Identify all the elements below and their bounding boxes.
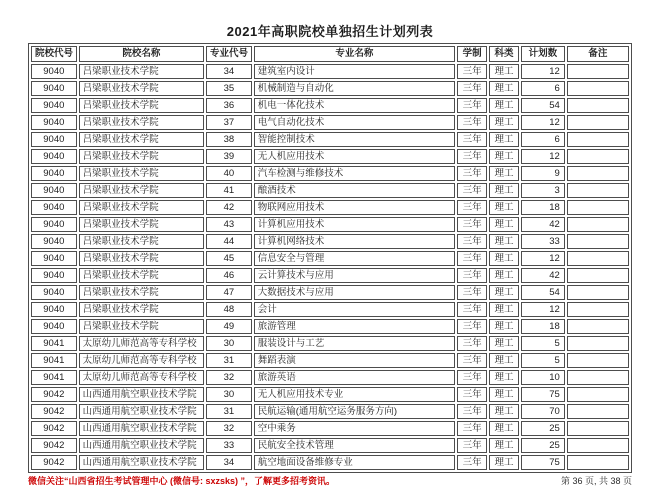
column-header-college-name: 院校名称 xyxy=(79,46,204,62)
cell-category: 理工 xyxy=(489,132,519,147)
cell-remark xyxy=(567,387,629,402)
cell-college-code: 9042 xyxy=(31,421,77,436)
cell-major-name: 旅游管理 xyxy=(254,319,456,334)
cell-category: 理工 xyxy=(489,149,519,164)
cell-duration: 三年 xyxy=(457,98,487,113)
cell-remark xyxy=(567,370,629,385)
wechat-notice-text: 微信关注“山西省招生考试管理中心 (微信号: sxzsks) ”，了解更多招考资讯。 xyxy=(28,476,336,486)
table-row xyxy=(31,217,629,232)
cell-major-name: 汽车检测与维修技术 xyxy=(254,166,456,181)
cell-major-name: 物联网应用技术 xyxy=(254,200,456,215)
cell-category: 理工 xyxy=(489,370,519,385)
cell-major-name: 计算机网络技术 xyxy=(254,234,456,249)
cell-major-code: 46 xyxy=(206,268,252,283)
table-row xyxy=(31,234,629,249)
cell-plan-count: 12 xyxy=(521,115,565,130)
cell-college-code: 9040 xyxy=(31,200,77,215)
cell-remark xyxy=(567,132,629,147)
page-footer xyxy=(28,475,632,487)
cell-duration: 三年 xyxy=(457,336,487,351)
table-row xyxy=(31,64,629,79)
cell-major-code: 32 xyxy=(206,421,252,436)
cell-major-code: 34 xyxy=(206,455,252,470)
cell-remark xyxy=(567,98,629,113)
cell-plan-count: 42 xyxy=(521,217,565,232)
cell-college-code: 9040 xyxy=(31,115,77,130)
cell-college-name: 吕梁职业技术学院 xyxy=(79,302,204,317)
column-header-category: 科类 xyxy=(489,46,519,62)
cell-major-code: 43 xyxy=(206,217,252,232)
cell-plan-count: 75 xyxy=(521,455,565,470)
cell-major-code: 31 xyxy=(206,353,252,368)
cell-major-name: 无人机应用技术 xyxy=(254,149,456,164)
cell-major-code: 44 xyxy=(206,234,252,249)
table-row xyxy=(31,319,629,334)
table-row xyxy=(31,268,629,283)
cell-remark xyxy=(567,353,629,368)
cell-college-name: 吕梁职业技术学院 xyxy=(79,64,204,79)
table-header-row xyxy=(31,46,629,62)
cell-remark xyxy=(567,149,629,164)
cell-major-code: 34 xyxy=(206,64,252,79)
cell-plan-count: 12 xyxy=(521,149,565,164)
cell-duration: 三年 xyxy=(457,353,487,368)
cell-college-code: 9040 xyxy=(31,302,77,317)
cell-plan-count: 25 xyxy=(521,421,565,436)
cell-major-code: 30 xyxy=(206,387,252,402)
cell-category: 理工 xyxy=(489,217,519,232)
column-header-plan-count: 计划数 xyxy=(521,46,565,62)
cell-major-code: 33 xyxy=(206,438,252,453)
cell-category: 理工 xyxy=(489,319,519,334)
cell-major-code: 47 xyxy=(206,285,252,300)
cell-major-name: 旅游英语 xyxy=(254,370,456,385)
cell-college-code: 9040 xyxy=(31,234,77,249)
cell-plan-count: 3 xyxy=(521,183,565,198)
cell-remark xyxy=(567,234,629,249)
cell-category: 理工 xyxy=(489,234,519,249)
column-header-duration: 学制 xyxy=(457,46,487,62)
table-row xyxy=(31,285,629,300)
table-body xyxy=(31,64,629,470)
cell-college-name: 太原幼儿师范高等专科学校 xyxy=(79,336,204,351)
cell-college-name: 吕梁职业技术学院 xyxy=(79,115,204,130)
cell-duration: 三年 xyxy=(457,183,487,198)
cell-college-name: 太原幼儿师范高等专科学校 xyxy=(79,353,204,368)
table-row xyxy=(31,370,629,385)
cell-category: 理工 xyxy=(489,115,519,130)
cell-plan-count: 33 xyxy=(521,234,565,249)
cell-duration: 三年 xyxy=(457,217,487,232)
cell-college-code: 9040 xyxy=(31,285,77,300)
cell-college-name: 山西通用航空职业技术学院 xyxy=(79,421,204,436)
cell-major-name: 机电一体化技术 xyxy=(254,98,456,113)
cell-major-name: 酿酒技术 xyxy=(254,183,456,198)
cell-category: 理工 xyxy=(489,98,519,113)
cell-remark xyxy=(567,302,629,317)
table-row xyxy=(31,251,629,266)
cell-major-code: 35 xyxy=(206,81,252,96)
cell-major-name: 空中乘务 xyxy=(254,421,456,436)
cell-college-name: 吕梁职业技术学院 xyxy=(79,251,204,266)
cell-category: 理工 xyxy=(489,387,519,402)
cell-duration: 三年 xyxy=(457,370,487,385)
page-number-text: 第 36 页, 共 38 页 xyxy=(560,476,632,486)
cell-college-name: 吕梁职业技术学院 xyxy=(79,217,204,232)
table-row xyxy=(31,132,629,147)
cell-major-code: 39 xyxy=(206,149,252,164)
cell-college-code: 9042 xyxy=(31,455,77,470)
cell-major-code: 41 xyxy=(206,183,252,198)
table-row xyxy=(31,166,629,181)
cell-duration: 三年 xyxy=(457,234,487,249)
cell-duration: 三年 xyxy=(457,285,487,300)
table-row xyxy=(31,98,629,113)
cell-college-name: 吕梁职业技术学院 xyxy=(79,132,204,147)
cell-plan-count: 18 xyxy=(521,319,565,334)
cell-major-name: 智能控制技术 xyxy=(254,132,456,147)
cell-college-code: 9041 xyxy=(31,370,77,385)
cell-major-name: 会计 xyxy=(254,302,456,317)
table-row xyxy=(31,115,629,130)
table-row xyxy=(31,421,629,436)
cell-category: 理工 xyxy=(489,285,519,300)
cell-category: 理工 xyxy=(489,336,519,351)
cell-category: 理工 xyxy=(489,438,519,453)
cell-college-code: 9042 xyxy=(31,404,77,419)
table-row xyxy=(31,404,629,419)
cell-major-code: 30 xyxy=(206,336,252,351)
cell-duration: 三年 xyxy=(457,81,487,96)
page-title: 2021年高职院校单独招生计划列表 xyxy=(226,24,434,39)
table-row xyxy=(31,438,629,453)
column-header-major-name: 专业名称 xyxy=(254,46,456,62)
cell-plan-count: 12 xyxy=(521,251,565,266)
cell-major-name: 计算机应用技术 xyxy=(254,217,456,232)
cell-college-name: 吕梁职业技术学院 xyxy=(79,149,204,164)
cell-major-code: 36 xyxy=(206,98,252,113)
cell-remark xyxy=(567,115,629,130)
cell-category: 理工 xyxy=(489,268,519,283)
cell-plan-count: 10 xyxy=(521,370,565,385)
cell-duration: 三年 xyxy=(457,387,487,402)
cell-remark xyxy=(567,81,629,96)
cell-major-code: 48 xyxy=(206,302,252,317)
cell-college-name: 太原幼儿师范高等专科学校 xyxy=(79,370,204,385)
cell-major-name: 电气自动化技术 xyxy=(254,115,456,130)
cell-college-code: 9042 xyxy=(31,438,77,453)
cell-duration: 三年 xyxy=(457,251,487,266)
cell-remark xyxy=(567,251,629,266)
cell-major-code: 49 xyxy=(206,319,252,334)
cell-category: 理工 xyxy=(489,166,519,181)
cell-duration: 三年 xyxy=(457,302,487,317)
cell-major-name: 建筑室内设计 xyxy=(254,64,456,79)
cell-college-name: 吕梁职业技术学院 xyxy=(79,200,204,215)
cell-duration: 三年 xyxy=(457,132,487,147)
table-row xyxy=(31,149,629,164)
cell-remark xyxy=(567,421,629,436)
cell-college-name: 吕梁职业技术学院 xyxy=(79,98,204,113)
cell-plan-count: 54 xyxy=(521,285,565,300)
cell-college-code: 9040 xyxy=(31,268,77,283)
cell-college-name: 山西通用航空职业技术学院 xyxy=(79,387,204,402)
cell-plan-count: 42 xyxy=(521,268,565,283)
cell-duration: 三年 xyxy=(457,268,487,283)
cell-category: 理工 xyxy=(489,353,519,368)
cell-duration: 三年 xyxy=(457,421,487,436)
cell-category: 理工 xyxy=(489,302,519,317)
cell-college-name: 吕梁职业技术学院 xyxy=(79,166,204,181)
cell-major-name: 舞蹈表演 xyxy=(254,353,456,368)
cell-plan-count: 5 xyxy=(521,353,565,368)
cell-major-name: 机械制造与自动化 xyxy=(254,81,456,96)
cell-college-code: 9042 xyxy=(31,387,77,402)
cell-major-name: 民航安全技术管理 xyxy=(254,438,456,453)
column-header-remark: 备注 xyxy=(567,46,629,62)
cell-duration: 三年 xyxy=(457,115,487,130)
cell-major-name: 云计算技术与应用 xyxy=(254,268,456,283)
cell-plan-count: 12 xyxy=(521,302,565,317)
cell-duration: 三年 xyxy=(457,319,487,334)
cell-duration: 三年 xyxy=(457,438,487,453)
cell-college-name: 山西通用航空职业技术学院 xyxy=(79,455,204,470)
cell-major-code: 42 xyxy=(206,200,252,215)
column-header-major-code: 专业代号 xyxy=(206,46,252,62)
cell-category: 理工 xyxy=(489,64,519,79)
cell-major-code: 32 xyxy=(206,370,252,385)
cell-remark xyxy=(567,285,629,300)
cell-college-name: 吕梁职业技术学院 xyxy=(79,234,204,249)
cell-remark xyxy=(567,438,629,453)
cell-remark xyxy=(567,404,629,419)
cell-major-code: 31 xyxy=(206,404,252,419)
cell-plan-count: 18 xyxy=(521,200,565,215)
cell-category: 理工 xyxy=(489,183,519,198)
cell-college-name: 吕梁职业技术学院 xyxy=(79,81,204,96)
cell-remark xyxy=(567,183,629,198)
cell-major-name: 服装设计与工艺 xyxy=(254,336,456,351)
cell-remark xyxy=(567,455,629,470)
cell-college-name: 山西通用航空职业技术学院 xyxy=(79,438,204,453)
cell-remark xyxy=(567,200,629,215)
cell-college-code: 9041 xyxy=(31,336,77,351)
cell-category: 理工 xyxy=(489,200,519,215)
cell-major-code: 37 xyxy=(206,115,252,130)
cell-duration: 三年 xyxy=(457,149,487,164)
cell-college-code: 9040 xyxy=(31,183,77,198)
cell-major-name: 民航运输(通用航空运务服务方向) xyxy=(254,404,456,419)
cell-major-code: 40 xyxy=(206,166,252,181)
cell-plan-count: 9 xyxy=(521,166,565,181)
cell-duration: 三年 xyxy=(457,404,487,419)
cell-college-code: 9040 xyxy=(31,64,77,79)
cell-plan-count: 54 xyxy=(521,98,565,113)
cell-college-name: 吕梁职业技术学院 xyxy=(79,319,204,334)
cell-college-code: 9040 xyxy=(31,217,77,232)
cell-duration: 三年 xyxy=(457,64,487,79)
cell-remark xyxy=(567,319,629,334)
cell-college-code: 9040 xyxy=(31,149,77,164)
table-row xyxy=(31,455,629,470)
cell-remark xyxy=(567,268,629,283)
cell-college-code: 9040 xyxy=(31,166,77,181)
cell-plan-count: 25 xyxy=(521,438,565,453)
cell-category: 理工 xyxy=(489,251,519,266)
cell-remark xyxy=(567,166,629,181)
cell-college-code: 9040 xyxy=(31,319,77,334)
table-row xyxy=(31,200,629,215)
cell-college-code: 9040 xyxy=(31,81,77,96)
cell-college-code: 9040 xyxy=(31,251,77,266)
cell-college-name: 吕梁职业技术学院 xyxy=(79,268,204,283)
cell-duration: 三年 xyxy=(457,166,487,181)
cell-college-name: 吕梁职业技术学院 xyxy=(79,183,204,198)
cell-college-code: 9041 xyxy=(31,353,77,368)
cell-category: 理工 xyxy=(489,421,519,436)
cell-category: 理工 xyxy=(489,455,519,470)
cell-college-name: 山西通用航空职业技术学院 xyxy=(79,404,204,419)
table-row xyxy=(31,183,629,198)
cell-college-code: 9040 xyxy=(31,98,77,113)
table-row xyxy=(31,336,629,351)
table-row xyxy=(31,81,629,96)
cell-major-name: 信息安全与管理 xyxy=(254,251,456,266)
table-row xyxy=(31,302,629,317)
cell-plan-count: 12 xyxy=(521,64,565,79)
cell-remark xyxy=(567,336,629,351)
table-row xyxy=(31,387,629,402)
cell-college-name: 吕梁职业技术学院 xyxy=(79,285,204,300)
cell-remark xyxy=(567,64,629,79)
cell-plan-count: 6 xyxy=(521,81,565,96)
cell-major-name: 无人机应用技术专业 xyxy=(254,387,456,402)
cell-category: 理工 xyxy=(489,404,519,419)
cell-plan-count: 6 xyxy=(521,132,565,147)
cell-category: 理工 xyxy=(489,81,519,96)
column-header-college-code: 院校代号 xyxy=(31,46,77,62)
cell-plan-count: 70 xyxy=(521,404,565,419)
cell-major-code: 38 xyxy=(206,132,252,147)
cell-duration: 三年 xyxy=(457,200,487,215)
cell-duration: 三年 xyxy=(457,455,487,470)
enrollment-plan-table xyxy=(28,43,632,473)
cell-plan-count: 5 xyxy=(521,336,565,351)
cell-major-code: 45 xyxy=(206,251,252,266)
cell-plan-count: 75 xyxy=(521,387,565,402)
cell-major-name: 航空地面设备维修专业 xyxy=(254,455,456,470)
cell-college-code: 9040 xyxy=(31,132,77,147)
cell-remark xyxy=(567,217,629,232)
cell-major-name: 大数据技术与应用 xyxy=(254,285,456,300)
table-row xyxy=(31,353,629,368)
